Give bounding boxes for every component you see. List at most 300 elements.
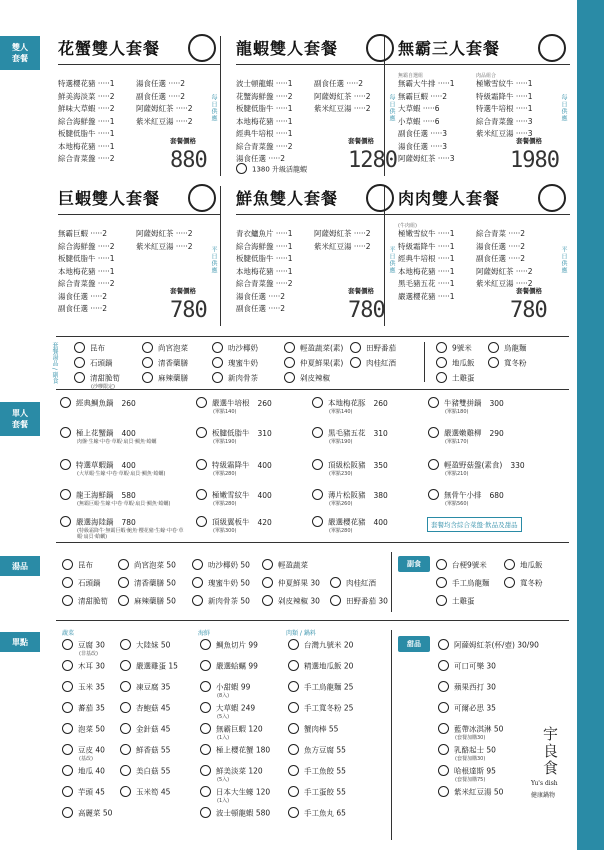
- divider: [58, 214, 220, 215]
- check-circle-icon[interactable]: [142, 357, 153, 368]
- option-item[interactable]: [284, 343, 343, 354]
- option-note: (1入): [217, 735, 230, 741]
- check-circle-icon[interactable]: [504, 577, 515, 588]
- item-name: 特選草蝦鍋: [76, 460, 114, 470]
- option-note: (5入): [217, 714, 230, 720]
- single-item[interactable]: [312, 428, 388, 445]
- single-item[interactable]: [196, 398, 272, 415]
- check-circle-icon[interactable]: [188, 184, 216, 212]
- side-item[interactable]: [288, 661, 353, 672]
- menu-item: 小草蝦 ·····6: [398, 116, 440, 126]
- option-item[interactable]: [142, 373, 188, 384]
- check-circle-icon[interactable]: [262, 595, 273, 606]
- divider: [424, 342, 425, 382]
- check-circle-icon[interactable]: [312, 489, 323, 500]
- side-item[interactable]: [200, 787, 270, 804]
- check-circle-icon[interactable]: [262, 559, 273, 570]
- check-circle-icon[interactable]: [200, 723, 211, 734]
- option-label: 凍豆腐 35: [136, 682, 171, 692]
- option-label: 蕃茄 35: [78, 703, 105, 713]
- check-circle-icon[interactable]: [212, 342, 223, 353]
- set-card: [236, 36, 398, 186]
- menu-item: 青衣鱸魚片 ·····1: [236, 229, 293, 238]
- check-circle-icon[interactable]: [120, 660, 131, 671]
- single-item[interactable]: [60, 398, 136, 409]
- set-title: 巨蝦雙人套餐: [58, 189, 161, 208]
- check-circle-icon[interactable]: [312, 459, 323, 470]
- head-sea: 海鮮: [198, 630, 211, 637]
- soup-item[interactable]: [192, 578, 250, 589]
- item-list: [476, 78, 533, 141]
- single-item[interactable]: [60, 490, 170, 507]
- menu-item: 阿薩姆紅茶 ·····2: [476, 266, 533, 276]
- soup-item[interactable]: [262, 596, 320, 607]
- dessert-item[interactable]: [438, 703, 496, 714]
- item-note: (單點190): [213, 439, 237, 445]
- check-circle-icon[interactable]: [60, 489, 71, 500]
- item-note: 肉盤‧生蠔‧中卷‧草蝦‧扇貝‧鯛魚‧蛤蠣: [77, 439, 157, 445]
- menu-item: 湯食任選 ·····3: [398, 141, 448, 151]
- check-circle-icon[interactable]: [200, 660, 211, 671]
- check-circle-icon[interactable]: [212, 357, 223, 368]
- check-circle-icon[interactable]: [350, 357, 361, 368]
- soup-item[interactable]: [62, 596, 108, 607]
- side-item[interactable]: [288, 724, 338, 735]
- side-item[interactable]: [288, 745, 346, 756]
- check-circle-icon[interactable]: [350, 342, 361, 353]
- check-circle-icon[interactable]: [262, 577, 273, 588]
- option-label: 尚宮泡菜 50: [134, 560, 176, 570]
- option-item[interactable]: [488, 343, 527, 354]
- option-item[interactable]: [212, 358, 258, 369]
- check-circle-icon[interactable]: [330, 595, 341, 606]
- check-circle-icon[interactable]: [62, 807, 73, 818]
- option-item[interactable]: [284, 358, 343, 369]
- check-circle-icon[interactable]: [62, 577, 73, 588]
- price-label: 套餐價格: [516, 137, 542, 145]
- item-name: 嚴選櫻花豬: [328, 517, 366, 527]
- check-circle-icon[interactable]: [366, 34, 394, 62]
- check-circle-icon[interactable]: [284, 357, 295, 368]
- item-list: [398, 228, 455, 303]
- item-note: (單點280): [329, 528, 353, 534]
- check-circle-icon[interactable]: [120, 765, 131, 776]
- single-item[interactable]: [196, 517, 272, 534]
- single-item[interactable]: [428, 428, 504, 445]
- check-circle-icon[interactable]: [312, 397, 323, 408]
- item-list: [236, 78, 293, 166]
- check-circle-icon[interactable]: [62, 595, 73, 606]
- staple-item[interactable]: [436, 596, 475, 607]
- side-item[interactable]: [200, 745, 270, 756]
- item-note: (大草蝦‧生蠔‧中卷‧草蝦‧扇貝‧鯛魚‧蛤蠣): [77, 471, 166, 477]
- item-price: 580: [121, 490, 136, 500]
- single-item[interactable]: [60, 428, 157, 445]
- daily-note: 每日供應: [560, 94, 567, 122]
- check-circle-icon[interactable]: [330, 577, 341, 588]
- check-circle-icon[interactable]: [62, 744, 73, 755]
- item-note: (單點210): [445, 471, 469, 477]
- item-name: 無骨午小排: [444, 490, 482, 500]
- single-item[interactable]: [312, 490, 388, 507]
- side-item[interactable]: [120, 703, 170, 714]
- side-item[interactable]: [62, 703, 105, 714]
- side-item[interactable]: [120, 724, 170, 735]
- single-item[interactable]: [312, 398, 388, 415]
- check-circle-icon[interactable]: [284, 342, 295, 353]
- check-circle-icon[interactable]: [120, 744, 131, 755]
- check-circle-icon[interactable]: [118, 577, 129, 588]
- option-note: (5入): [217, 777, 230, 783]
- check-circle-icon[interactable]: [196, 427, 207, 438]
- side-item[interactable]: [288, 787, 346, 798]
- side-item[interactable]: [120, 640, 170, 651]
- check-circle-icon[interactable]: [192, 559, 203, 570]
- check-circle-icon[interactable]: [288, 681, 299, 692]
- item-price: 310: [373, 428, 388, 438]
- single-item[interactable]: [312, 517, 388, 534]
- menu-item: 鮮味大草蝦 ·····2: [58, 104, 115, 113]
- check-circle-icon[interactable]: [488, 342, 499, 353]
- check-circle-icon[interactable]: [288, 807, 299, 818]
- dessert-item[interactable]: [438, 745, 496, 762]
- check-circle-icon[interactable]: [62, 639, 73, 650]
- side-item[interactable]: [62, 766, 105, 777]
- check-circle-icon[interactable]: [436, 342, 447, 353]
- option-item[interactable]: [142, 343, 188, 354]
- option-label: 乳酪起士 50: [454, 745, 496, 755]
- check-circle-icon[interactable]: [200, 744, 211, 755]
- check-circle-icon[interactable]: [428, 459, 439, 470]
- check-circle-icon[interactable]: [200, 702, 211, 713]
- side-item[interactable]: [120, 745, 170, 756]
- check-circle-icon[interactable]: [288, 639, 299, 650]
- check-circle-icon[interactable]: [196, 397, 207, 408]
- check-circle-icon[interactable]: [488, 357, 499, 368]
- menu-item: 湯食任選 ·····2: [58, 291, 108, 301]
- side-item[interactable]: [62, 787, 105, 798]
- side-item[interactable]: [288, 808, 346, 819]
- menu-item: 嚴選櫻花豬 ·····1: [398, 291, 455, 301]
- upgrade-note: [236, 164, 307, 175]
- check-circle-icon[interactable]: [312, 427, 323, 438]
- check-circle-icon[interactable]: [120, 723, 131, 734]
- option-label: 地瓜 40: [78, 766, 105, 776]
- dessert-item[interactable]: [438, 787, 503, 798]
- check-circle-icon[interactable]: [366, 184, 394, 212]
- option-item[interactable]: [436, 358, 475, 369]
- soup-item[interactable]: [330, 596, 388, 607]
- soup-item[interactable]: [262, 560, 308, 571]
- check-circle-icon[interactable]: [196, 489, 207, 500]
- option-item[interactable]: [74, 343, 105, 354]
- check-circle-icon[interactable]: [236, 163, 247, 174]
- set-price: 880: [170, 148, 207, 173]
- check-circle-icon[interactable]: [284, 372, 295, 383]
- check-circle-icon[interactable]: [438, 786, 449, 797]
- check-circle-icon[interactable]: [60, 427, 71, 438]
- single-item[interactable]: [196, 428, 272, 445]
- side-item[interactable]: [288, 640, 353, 651]
- option-label: 精選地瓜飯 20: [304, 661, 354, 671]
- check-circle-icon[interactable]: [74, 357, 85, 368]
- item-name: 本地梅花豚: [328, 398, 366, 408]
- soup-item[interactable]: [262, 578, 320, 589]
- side-item[interactable]: [62, 682, 105, 693]
- price-label: 套餐價格: [170, 137, 196, 145]
- side-item[interactable]: [62, 808, 112, 819]
- dessert-item[interactable]: [438, 682, 496, 693]
- menu-item: 板腱低脂牛 ·····1: [236, 254, 293, 263]
- check-circle-icon[interactable]: [62, 559, 73, 570]
- option-label: 嚴選蛤蠣 99: [216, 661, 258, 671]
- check-circle-icon[interactable]: [438, 765, 449, 776]
- side-item[interactable]: [200, 640, 258, 651]
- option-item[interactable]: [74, 358, 113, 369]
- check-circle-icon[interactable]: [438, 744, 449, 755]
- side-item[interactable]: [288, 766, 346, 777]
- side-item[interactable]: [200, 808, 270, 819]
- check-circle-icon[interactable]: [288, 723, 299, 734]
- option-item[interactable]: [284, 373, 330, 384]
- option-item[interactable]: [436, 343, 472, 354]
- menu-item: 本地梅花豬 ·····1: [58, 266, 115, 276]
- side-item[interactable]: [120, 766, 170, 777]
- staple-item[interactable]: [504, 578, 543, 589]
- side-item[interactable]: [62, 661, 105, 672]
- check-circle-icon[interactable]: [538, 34, 566, 62]
- divider: [56, 336, 569, 337]
- check-circle-icon[interactable]: [60, 516, 71, 527]
- soup-item[interactable]: [118, 578, 176, 589]
- item-name: 嚴選牛培根: [212, 398, 250, 408]
- item-name: 嚴選嫩雞柳: [444, 428, 482, 438]
- section-tag-side: 單點: [0, 632, 40, 652]
- staple-item[interactable]: [436, 560, 487, 571]
- check-circle-icon[interactable]: [200, 786, 211, 797]
- check-circle-icon[interactable]: [74, 372, 85, 383]
- option-label: 魚方豆腐 55: [304, 745, 346, 755]
- option-item[interactable]: [488, 358, 527, 369]
- menu-item: 綜合青菜盤 ·····2: [58, 154, 115, 163]
- set-title: 無霸三人套餐: [398, 39, 501, 58]
- side-item[interactable]: [120, 661, 178, 672]
- check-circle-icon[interactable]: [438, 681, 449, 692]
- check-circle-icon[interactable]: [288, 786, 299, 797]
- menu-item: 紫米紅豆湯 ·····3: [476, 129, 533, 138]
- check-circle-icon[interactable]: [212, 372, 223, 383]
- soup-item[interactable]: [62, 560, 93, 571]
- soup-item[interactable]: [118, 560, 176, 571]
- check-circle-icon[interactable]: [74, 342, 85, 353]
- check-circle-icon[interactable]: [436, 559, 447, 570]
- item-price: 400: [257, 460, 272, 470]
- menu-item: 本地梅花豬 ·····1: [236, 116, 293, 126]
- option-label: 石頭鍋: [90, 358, 113, 368]
- check-circle-icon[interactable]: [438, 702, 449, 713]
- check-circle-icon[interactable]: [192, 595, 203, 606]
- side-item[interactable]: [200, 703, 255, 720]
- side-item[interactable]: [200, 766, 263, 783]
- item-note: (單點140): [329, 409, 353, 415]
- single-item[interactable]: [60, 517, 187, 540]
- option-item[interactable]: [74, 373, 120, 390]
- item-note: (單點300): [213, 528, 237, 534]
- side-item[interactable]: [288, 682, 353, 693]
- menu-item: 極嫩雪紋牛 ·····1: [476, 79, 533, 88]
- check-circle-icon[interactable]: [120, 786, 131, 797]
- option-label: 肉桂紅酒: [346, 578, 376, 588]
- option-label: 仲夏鮮果(素): [300, 358, 344, 368]
- side-item[interactable]: [62, 745, 105, 762]
- soup-item[interactable]: [330, 578, 376, 589]
- menu-item: 本地梅花豬 ·····1: [236, 266, 293, 276]
- item-price: 780: [121, 517, 136, 527]
- option-label: 哈根達斯 95: [454, 766, 496, 776]
- soup-item[interactable]: [192, 560, 250, 571]
- staple-item[interactable]: [504, 560, 543, 571]
- single-item[interactable]: [428, 460, 525, 477]
- dessert-item[interactable]: [438, 724, 503, 741]
- check-circle-icon[interactable]: [428, 427, 439, 438]
- single-item[interactable]: [196, 490, 272, 507]
- check-circle-icon[interactable]: [436, 357, 447, 368]
- dessert-item[interactable]: [438, 766, 496, 783]
- side-item[interactable]: [200, 682, 250, 699]
- item-note: (單點260): [329, 501, 353, 507]
- check-circle-icon[interactable]: [120, 681, 131, 692]
- check-circle-icon[interactable]: [118, 559, 129, 570]
- item-list: [314, 78, 371, 116]
- check-circle-icon[interactable]: [436, 595, 447, 606]
- check-circle-icon[interactable]: [118, 595, 129, 606]
- option-label: 尚宮泡菜: [158, 343, 188, 353]
- single-item[interactable]: [60, 460, 165, 477]
- staple-item[interactable]: [436, 578, 490, 589]
- single-item[interactable]: [428, 490, 504, 507]
- menu-item: 無霸巨蝦 ·····2: [398, 91, 448, 101]
- check-circle-icon[interactable]: [62, 765, 73, 776]
- check-circle-icon[interactable]: [438, 660, 449, 671]
- dessert-item[interactable]: [438, 640, 539, 651]
- option-item[interactable]: [212, 373, 258, 384]
- check-circle-icon[interactable]: [120, 702, 131, 713]
- check-circle-icon[interactable]: [438, 723, 449, 734]
- check-circle-icon[interactable]: [142, 342, 153, 353]
- dessert-item[interactable]: [438, 661, 496, 672]
- check-circle-icon[interactable]: [192, 577, 203, 588]
- side-item[interactable]: [120, 682, 170, 693]
- menu-item: 副食任選 ·····2: [314, 79, 364, 88]
- option-label: 泡菜 50: [78, 724, 105, 734]
- check-circle-icon[interactable]: [60, 459, 71, 470]
- check-circle-icon[interactable]: [196, 516, 207, 527]
- option-label: 9號米: [452, 343, 472, 353]
- option-label: 麻辣藥膳: [158, 373, 188, 383]
- menu-item: 湯食任選 ·····2: [476, 241, 526, 251]
- option-label: 阿薩姆紅茶(杯/壺) 30/90: [454, 640, 539, 650]
- soup-item[interactable]: [62, 578, 101, 589]
- single-item[interactable]: [428, 398, 504, 415]
- option-item[interactable]: [212, 343, 258, 354]
- option-label: 玉米 35: [78, 682, 105, 692]
- option-item[interactable]: [350, 358, 396, 369]
- check-circle-icon[interactable]: [120, 639, 131, 650]
- menu-item: 紫米紅豆湯 ·····2: [314, 241, 371, 251]
- option-label: 高麗菜 50: [78, 808, 113, 818]
- option-label: 鮮美淡菜 120: [216, 766, 263, 776]
- check-circle-icon[interactable]: [288, 765, 299, 776]
- single-item[interactable]: [196, 460, 272, 477]
- item-note: (特級霜降牛‧無霸巨蝦‧鮑魚‧櫻花豬‧生蠔‧中卷‧草蝦‧扇貝‧蛤蠣): [77, 528, 184, 540]
- check-circle-icon[interactable]: [62, 786, 73, 797]
- check-circle-icon[interactable]: [200, 681, 211, 692]
- check-circle-icon[interactable]: [188, 34, 216, 62]
- upgrade-text: 1380 升級活龍蝦: [252, 165, 308, 174]
- option-label: 清香藥膳: [158, 358, 188, 368]
- option-label: 日本大生蠔 120: [216, 787, 271, 797]
- side-item[interactable]: [200, 661, 258, 672]
- soup-item[interactable]: [118, 596, 176, 607]
- option-item[interactable]: [436, 373, 475, 384]
- check-circle-icon[interactable]: [504, 559, 515, 570]
- check-circle-icon[interactable]: [142, 372, 153, 383]
- option-label: 昆布: [90, 343, 105, 353]
- item-name: 薄片松阪豬: [328, 490, 366, 500]
- promo-note: 套餐均含綜合菜盤‧飲品及甜品: [427, 517, 522, 532]
- col-head: 無霸自選組: [398, 73, 424, 79]
- check-circle-icon[interactable]: [438, 639, 449, 650]
- check-circle-icon[interactable]: [538, 184, 566, 212]
- option-item[interactable]: [350, 343, 396, 354]
- check-circle-icon[interactable]: [288, 744, 299, 755]
- check-circle-icon[interactable]: [60, 397, 71, 408]
- check-circle-icon[interactable]: [288, 660, 299, 671]
- soup-item[interactable]: [192, 596, 250, 607]
- menu-item: 綜合青菜盤 ·····2: [236, 141, 293, 151]
- check-circle-icon[interactable]: [436, 372, 447, 383]
- check-circle-icon[interactable]: [288, 702, 299, 713]
- option-item[interactable]: [142, 358, 188, 369]
- check-circle-icon[interactable]: [436, 577, 447, 588]
- check-circle-icon[interactable]: [200, 639, 211, 650]
- right-edge-bar: [577, 0, 604, 850]
- item-list: [136, 78, 193, 128]
- side-item[interactable]: [200, 724, 263, 741]
- check-circle-icon[interactable]: [62, 681, 73, 692]
- single-item[interactable]: [312, 460, 388, 477]
- check-circle-icon[interactable]: [62, 702, 73, 713]
- option-label: 清香藥膳 50: [134, 578, 176, 588]
- side-item[interactable]: [62, 640, 105, 657]
- check-circle-icon[interactable]: [428, 489, 439, 500]
- col-head: 肉品組合: [476, 73, 497, 79]
- check-circle-icon[interactable]: [196, 459, 207, 470]
- check-circle-icon[interactable]: [200, 765, 211, 776]
- check-circle-icon[interactable]: [312, 516, 323, 527]
- side-item[interactable]: [288, 703, 353, 714]
- option-note: (套餐加購30): [455, 756, 486, 762]
- check-circle-icon[interactable]: [62, 723, 73, 734]
- item-note: (無霸巨蝦‧生蠔‧中卷‧草蝦‧扇貝‧鯛魚‧蛤蠣): [77, 501, 171, 507]
- check-circle-icon[interactable]: [428, 397, 439, 408]
- menu-item: 副食任選 ·····2: [476, 254, 526, 263]
- check-circle-icon[interactable]: [62, 660, 73, 671]
- check-circle-icon[interactable]: [200, 807, 211, 818]
- side-item[interactable]: [120, 787, 170, 798]
- set-card: [236, 186, 398, 336]
- side-item[interactable]: [62, 724, 105, 735]
